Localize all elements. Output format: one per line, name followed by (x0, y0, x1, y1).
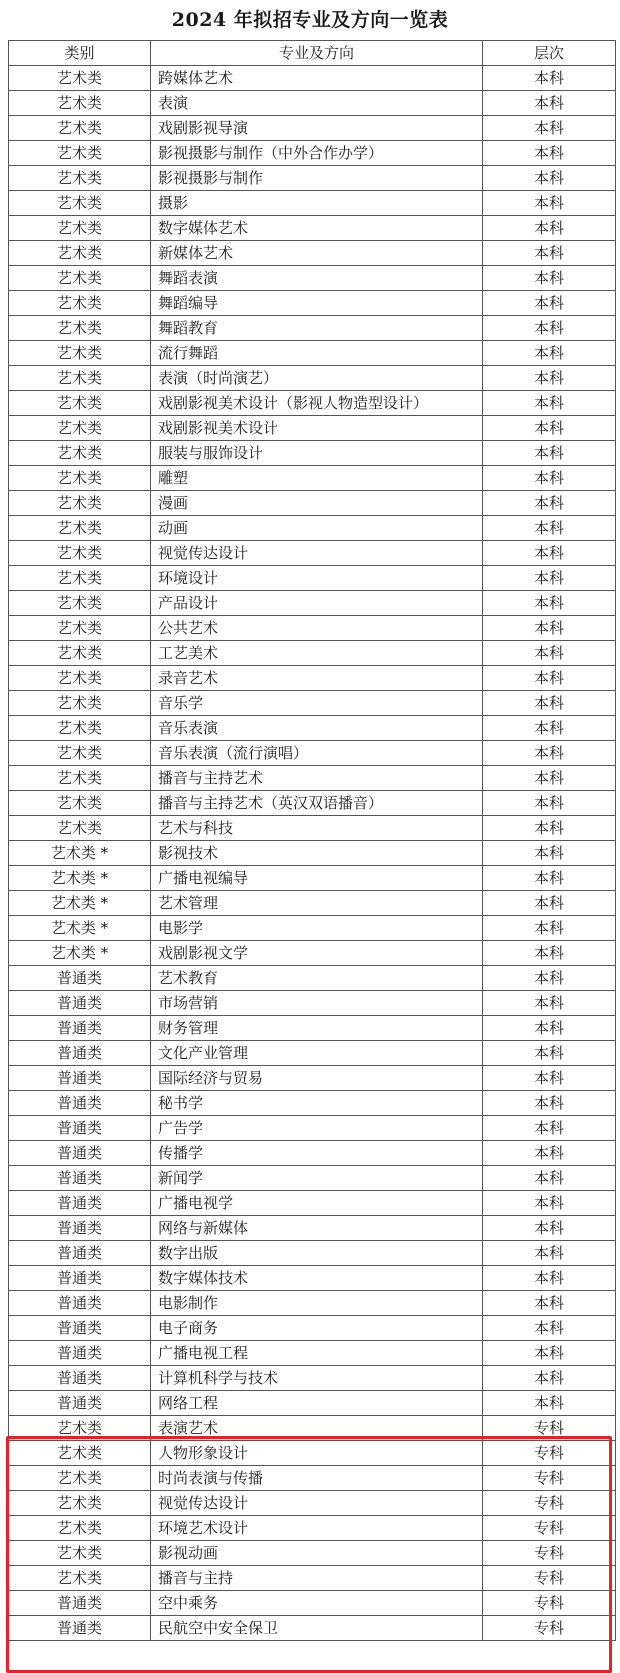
category-cell: 艺术类 (9, 241, 151, 266)
major-cell: 舞蹈编导 (151, 291, 483, 316)
table-row (9, 1116, 616, 1141)
major-cell: 网络工程 (151, 1391, 483, 1416)
level-cell: 本科 (483, 641, 616, 666)
table-row (9, 1391, 616, 1416)
level-cell: 专科 (483, 1616, 616, 1641)
table-row (9, 1466, 616, 1491)
category-cell: 普通类 (9, 1066, 151, 1091)
major-cell: 环境设计 (151, 566, 483, 591)
level-cell: 本科 (483, 166, 616, 191)
level-cell: 本科 (483, 1291, 616, 1316)
table-row (9, 1591, 616, 1616)
category-cell: 普通类 (9, 1291, 151, 1316)
majors-table (8, 40, 616, 1641)
major-cell: 电影学 (151, 916, 483, 941)
level-cell: 本科 (483, 1091, 616, 1116)
category-cell: 艺术类 (9, 141, 151, 166)
major-cell: 音乐表演（流行演唱） (151, 741, 483, 766)
major-cell: 空中乘务 (151, 1591, 483, 1616)
table-row (9, 466, 616, 491)
level-cell: 本科 (483, 116, 616, 141)
category-cell: 艺术类 (9, 1441, 151, 1466)
category-cell: 普通类 (9, 1166, 151, 1191)
major-cell: 广播电视工程 (151, 1341, 483, 1366)
category-cell: 艺术类 * (9, 891, 151, 916)
category-cell: 艺术类 (9, 1566, 151, 1591)
level-cell: 本科 (483, 866, 616, 891)
level-cell: 本科 (483, 1316, 616, 1341)
table-row (9, 166, 616, 191)
level-cell: 专科 (483, 1491, 616, 1516)
level-cell: 专科 (483, 1541, 616, 1566)
major-cell: 艺术与科技 (151, 816, 483, 841)
level-cell: 本科 (483, 1391, 616, 1416)
major-cell: 广告学 (151, 1116, 483, 1141)
table-row (9, 1366, 616, 1391)
level-cell: 本科 (483, 891, 616, 916)
level-cell: 本科 (483, 666, 616, 691)
table-body (9, 66, 616, 1641)
table-row (9, 866, 616, 891)
category-cell: 普通类 (9, 1366, 151, 1391)
table-row (9, 766, 616, 791)
major-cell: 服装与服饰设计 (151, 441, 483, 466)
level-cell: 本科 (483, 1216, 616, 1241)
level-cell: 本科 (483, 741, 616, 766)
major-cell: 表演（时尚演艺） (151, 366, 483, 391)
level-cell: 本科 (483, 1016, 616, 1041)
header-level: 层次 (483, 41, 616, 66)
major-cell: 影视摄影与制作 (151, 166, 483, 191)
category-cell: 艺术类 (9, 516, 151, 541)
table-header-row (9, 41, 616, 66)
level-cell: 本科 (483, 141, 616, 166)
major-cell: 表演艺术 (151, 1416, 483, 1441)
major-cell: 民航空中安全保卫 (151, 1616, 483, 1641)
level-cell: 本科 (483, 66, 616, 91)
major-cell: 录音艺术 (151, 666, 483, 691)
category-cell: 普通类 (9, 1116, 151, 1141)
table-row (9, 1341, 616, 1366)
level-cell: 本科 (483, 491, 616, 516)
table-row (9, 241, 616, 266)
category-cell: 艺术类 (9, 716, 151, 741)
table-row (9, 666, 616, 691)
level-cell: 本科 (483, 1241, 616, 1266)
category-cell: 艺术类 (9, 466, 151, 491)
table-row (9, 516, 616, 541)
level-cell: 本科 (483, 291, 616, 316)
category-cell: 艺术类 (9, 766, 151, 791)
level-cell: 本科 (483, 1066, 616, 1091)
major-cell: 视觉传达设计 (151, 541, 483, 566)
major-cell: 市场营销 (151, 991, 483, 1016)
table-row (9, 741, 616, 766)
level-cell: 专科 (483, 1441, 616, 1466)
category-cell: 普通类 (9, 1591, 151, 1616)
category-cell: 艺术类 * (9, 916, 151, 941)
table-row (9, 416, 616, 441)
level-cell: 本科 (483, 1116, 616, 1141)
category-cell: 艺术类 * (9, 941, 151, 966)
table-row (9, 1016, 616, 1041)
major-cell: 数字媒体技术 (151, 1266, 483, 1291)
major-cell: 电影制作 (151, 1291, 483, 1316)
level-cell: 本科 (483, 241, 616, 266)
major-cell: 艺术管理 (151, 891, 483, 916)
table-row (9, 1416, 616, 1441)
major-cell: 视觉传达设计 (151, 1491, 483, 1516)
table-row (9, 941, 616, 966)
level-cell: 本科 (483, 791, 616, 816)
major-cell: 秘书学 (151, 1091, 483, 1116)
category-cell: 普通类 (9, 1341, 151, 1366)
major-cell: 影视技术 (151, 841, 483, 866)
level-cell: 本科 (483, 366, 616, 391)
category-cell: 普通类 (9, 1141, 151, 1166)
table-row (9, 1316, 616, 1341)
table-row (9, 216, 616, 241)
category-cell: 艺术类 (9, 816, 151, 841)
category-cell: 艺术类 (9, 1541, 151, 1566)
category-cell: 艺术类 * (9, 841, 151, 866)
major-cell: 公共艺术 (151, 616, 483, 641)
table-row (9, 1091, 616, 1116)
table-row (9, 366, 616, 391)
major-cell: 跨媒体艺术 (151, 66, 483, 91)
major-cell: 播音与主持艺术 (151, 766, 483, 791)
major-cell: 漫画 (151, 491, 483, 516)
category-cell: 艺术类 (9, 591, 151, 616)
major-cell: 动画 (151, 516, 483, 541)
category-cell: 艺术类 (9, 741, 151, 766)
major-cell: 数字出版 (151, 1241, 483, 1266)
category-cell: 艺术类 (9, 1516, 151, 1541)
category-cell: 艺术类 (9, 266, 151, 291)
category-cell: 艺术类 (9, 641, 151, 666)
major-cell: 新媒体艺术 (151, 241, 483, 266)
level-cell: 本科 (483, 991, 616, 1016)
level-cell: 本科 (483, 616, 616, 641)
level-cell: 本科 (483, 816, 616, 841)
table-row (9, 291, 616, 316)
major-cell: 流行舞蹈 (151, 341, 483, 366)
category-cell: 艺术类 (9, 216, 151, 241)
table-row (9, 991, 616, 1016)
table-row (9, 1441, 616, 1466)
major-cell: 计算机科学与技术 (151, 1366, 483, 1391)
table-row (9, 266, 616, 291)
major-cell: 摄影 (151, 191, 483, 216)
category-cell: 艺术类 (9, 391, 151, 416)
major-cell: 影视摄影与制作（中外合作办学） (151, 141, 483, 166)
level-cell: 本科 (483, 766, 616, 791)
table-row (9, 716, 616, 741)
major-cell: 工艺美术 (151, 641, 483, 666)
table-header (9, 41, 616, 66)
category-cell: 普通类 (9, 991, 151, 1016)
level-cell: 本科 (483, 941, 616, 966)
category-cell: 艺术类 (9, 566, 151, 591)
category-cell: 艺术类 (9, 116, 151, 141)
category-cell: 普通类 (9, 1016, 151, 1041)
category-cell: 艺术类 (9, 66, 151, 91)
major-cell: 广播电视编导 (151, 866, 483, 891)
major-cell: 新闻学 (151, 1166, 483, 1191)
major-cell: 电子商务 (151, 1316, 483, 1341)
table-row (9, 141, 616, 166)
category-cell: 艺术类 (9, 691, 151, 716)
table-row (9, 1266, 616, 1291)
level-cell: 本科 (483, 391, 616, 416)
category-cell: 艺术类 (9, 616, 151, 641)
level-cell: 本科 (483, 216, 616, 241)
table-row (9, 341, 616, 366)
table-row (9, 841, 616, 866)
table-row (9, 91, 616, 116)
level-cell: 本科 (483, 341, 616, 366)
table-row (9, 966, 616, 991)
level-cell: 本科 (483, 1341, 616, 1366)
major-cell: 时尚表演与传播 (151, 1466, 483, 1491)
table-row (9, 1291, 616, 1316)
header-category: 类别 (9, 41, 151, 66)
table-row (9, 641, 616, 666)
table-row (9, 916, 616, 941)
category-cell: 普通类 (9, 1316, 151, 1341)
category-cell: 艺术类 (9, 491, 151, 516)
level-cell: 专科 (483, 1566, 616, 1591)
major-cell: 播音与主持 (151, 1566, 483, 1591)
category-cell: 艺术类 (9, 416, 151, 441)
table-row (9, 1216, 616, 1241)
level-cell: 本科 (483, 716, 616, 741)
category-cell: 艺术类 (9, 316, 151, 341)
level-cell: 本科 (483, 1166, 616, 1191)
level-cell: 本科 (483, 466, 616, 491)
level-cell: 专科 (483, 1516, 616, 1541)
table-row (9, 1241, 616, 1266)
major-cell: 艺术教育 (151, 966, 483, 991)
page-title: 2024 年拟招专业及方向一览表 (171, 9, 449, 31)
major-cell: 表演 (151, 91, 483, 116)
category-cell: 艺术类 (9, 166, 151, 191)
table-row (9, 116, 616, 141)
category-cell: 艺术类 (9, 1416, 151, 1441)
category-cell: 普通类 (9, 1391, 151, 1416)
category-cell: 普通类 (9, 1616, 151, 1641)
major-cell: 戏剧影视导演 (151, 116, 483, 141)
category-cell: 普通类 (9, 1091, 151, 1116)
table-row (9, 566, 616, 591)
category-cell: 艺术类 * (9, 866, 151, 891)
major-cell: 戏剧影视美术设计 (151, 416, 483, 441)
major-cell: 数字媒体艺术 (151, 216, 483, 241)
table-row (9, 791, 616, 816)
category-cell: 普通类 (9, 1041, 151, 1066)
table-row (9, 541, 616, 566)
major-cell: 财务管理 (151, 1016, 483, 1041)
major-cell: 环境艺术设计 (151, 1516, 483, 1541)
major-cell: 戏剧影视文学 (151, 941, 483, 966)
level-cell: 本科 (483, 591, 616, 616)
category-cell: 艺术类 (9, 441, 151, 466)
major-cell: 戏剧影视美术设计（影视人物造型设计） (151, 391, 483, 416)
major-cell: 舞蹈教育 (151, 316, 483, 341)
major-cell: 广播电视学 (151, 1191, 483, 1216)
major-cell: 国际经济与贸易 (151, 1066, 483, 1091)
category-cell: 艺术类 (9, 541, 151, 566)
category-cell: 艺术类 (9, 791, 151, 816)
category-cell: 普通类 (9, 1266, 151, 1291)
major-cell: 人物形象设计 (151, 1441, 483, 1466)
table-row (9, 616, 616, 641)
table-row (9, 1191, 616, 1216)
major-cell: 传播学 (151, 1141, 483, 1166)
level-cell: 本科 (483, 841, 616, 866)
major-cell: 音乐学 (151, 691, 483, 716)
level-cell: 本科 (483, 441, 616, 466)
level-cell: 本科 (483, 966, 616, 991)
major-cell: 舞蹈表演 (151, 266, 483, 291)
table-row (9, 441, 616, 466)
table-row (9, 191, 616, 216)
major-cell: 雕塑 (151, 466, 483, 491)
table-row (9, 1166, 616, 1191)
table-row (9, 316, 616, 341)
level-cell: 本科 (483, 266, 616, 291)
table-row (9, 591, 616, 616)
level-cell: 本科 (483, 316, 616, 341)
level-cell: 本科 (483, 91, 616, 116)
table-row (9, 1541, 616, 1566)
table-row (9, 1491, 616, 1516)
level-cell: 本科 (483, 416, 616, 441)
level-cell: 本科 (483, 1191, 616, 1216)
category-cell: 艺术类 (9, 1466, 151, 1491)
table-row (9, 491, 616, 516)
category-cell: 艺术类 (9, 91, 151, 116)
major-cell: 文化产业管理 (151, 1041, 483, 1066)
category-cell: 艺术类 (9, 291, 151, 316)
level-cell: 本科 (483, 541, 616, 566)
category-cell: 普通类 (9, 1216, 151, 1241)
level-cell: 专科 (483, 1591, 616, 1616)
level-cell: 本科 (483, 1041, 616, 1066)
category-cell: 艺术类 (9, 666, 151, 691)
level-cell: 本科 (483, 1141, 616, 1166)
table-row (9, 1516, 616, 1541)
header-major: 专业及方向 (151, 41, 483, 66)
level-cell: 本科 (483, 516, 616, 541)
level-cell: 本科 (483, 191, 616, 216)
level-cell: 本科 (483, 916, 616, 941)
level-cell: 本科 (483, 566, 616, 591)
major-cell: 产品设计 (151, 591, 483, 616)
major-cell: 影视动画 (151, 1541, 483, 1566)
major-cell: 音乐表演 (151, 716, 483, 741)
category-cell: 艺术类 (9, 341, 151, 366)
level-cell: 本科 (483, 691, 616, 716)
level-cell: 专科 (483, 1416, 616, 1441)
table-row (9, 1141, 616, 1166)
category-cell: 艺术类 (9, 366, 151, 391)
category-cell: 普通类 (9, 1241, 151, 1266)
category-cell: 普通类 (9, 1191, 151, 1216)
table-row (9, 891, 616, 916)
category-cell: 艺术类 (9, 1491, 151, 1516)
level-cell: 专科 (483, 1466, 616, 1491)
table-row (9, 1041, 616, 1066)
level-cell: 本科 (483, 1366, 616, 1391)
table-row (9, 1616, 616, 1641)
category-cell: 普通类 (9, 966, 151, 991)
table-row (9, 391, 616, 416)
table-row (9, 66, 616, 91)
table-row (9, 1066, 616, 1091)
table-row (9, 1566, 616, 1591)
table-row (9, 691, 616, 716)
major-cell: 播音与主持艺术（英汉双语播音） (151, 791, 483, 816)
major-cell: 网络与新媒体 (151, 1216, 483, 1241)
level-cell: 本科 (483, 1266, 616, 1291)
category-cell: 艺术类 (9, 191, 151, 216)
table-row (9, 816, 616, 841)
